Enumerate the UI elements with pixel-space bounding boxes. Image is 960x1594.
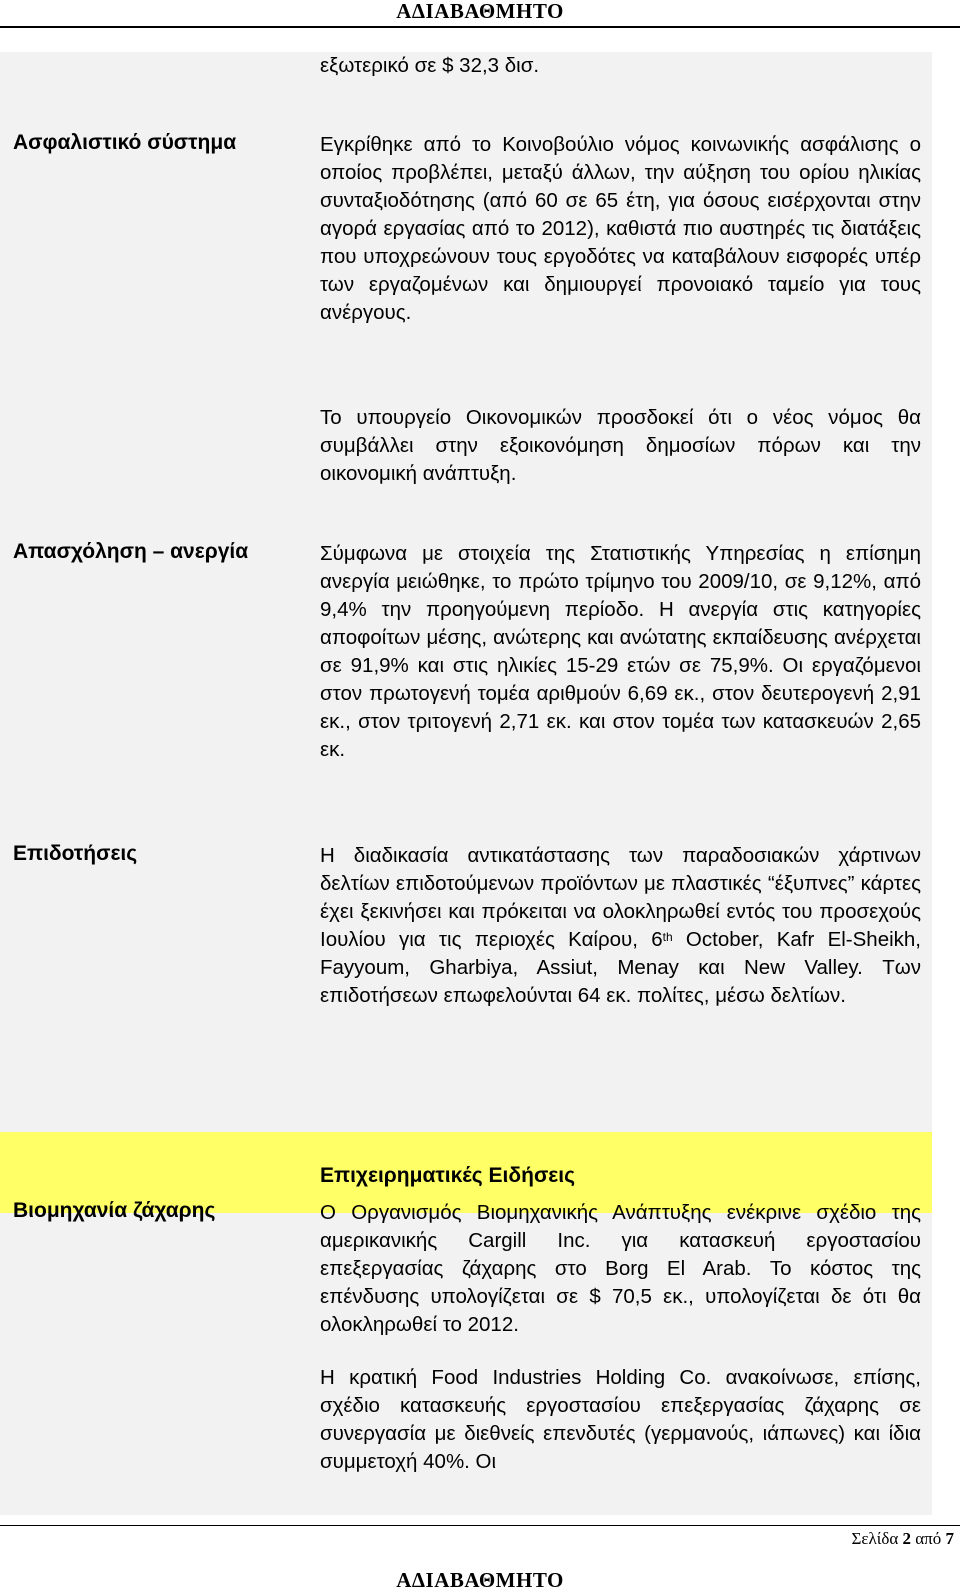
page-prefix: Σελίδα (851, 1529, 899, 1548)
subsidies-text-end: October, Kafr El-Sheikh, Fayyoum, Gharbiya, Assiut, Menay και New Valley. Των επιδοτήσεων επωφελούνται 64 εκ. πολίτες, μέσω δελτίων. (320, 928, 922, 1007)
intro-text: εξωτερικό σε $ 32,3 δισ. (320, 54, 540, 77)
employment-paragraph: Σύμφωνα με στοιχεία της Στατιστικής Υπηρεσίας η επίσημη ανεργία μειώθηκε, το πρώτο τρίμηνο του 2009/10, σε 9,12%, από 9,4% την προηγούμενη περίοδο. Η ανεργία στις κατηγορίες αποφοίτων μέσης, ανώτερης και ανώτατης εκπαίδευσης ανέρχεται σε 91,9% και στις ηλικίες 15-29 ετών σε 75,9%. Οι εργαζόμενοι στον πρωτογενή τομέα αριθμούν 6,69 εκ., στον δευτερογενή 2,91 εκ., στον τριτογενή 2,71 εκ. και στον τομέα των κατασκευών 2,65 εκ. (320, 542, 921, 761)
insurance-paragraph-2: Το υπουργείο Οικονομικών προσδοκεί ότι ο νέος νόμος θα συμβάλλει στην εξοικονόμηση δημοσίων πόρων και την οικονομική ανάπτυξη. (320, 406, 921, 485)
subsidies-text-start: Η διαδικασία αντικατάστασης των παραδοσιακών χάρτινων δελτίων επιδοτούμενων προϊόντων με πλαστικές “έξυπνες” κάρτες έχει ξεκινήσει και πρόκειται να ολοκληρωθεί εντός του προσεχούς Ιουλίου για τις περιοχές Καίρου, 6 (320, 844, 921, 951)
page-total: 7 (945, 1529, 954, 1548)
classification-footer: ΑΔΙΑΒΑΘΜΗΤΟ (396, 1568, 564, 1592)
subsidies-paragraph (320, 842, 921, 1010)
page-current: 2 (902, 1529, 911, 1548)
sugar-paragraph-2: Η κρατική Food Industries Holding Co. ανακοίνωσε, επίσης, σχέδιο κατασκευής εργοστασίου επεξεργασίας ζάχαρης σε συνεργασία με διεθνείς επενδυτές (γερμανούς, ιάπωνες) και ίδια συμμετοχή 40%. Οι (320, 1366, 921, 1473)
section-label-insurance: Ασφαλιστικό σύστημα (13, 131, 237, 154)
footer-rule (0, 1525, 960, 1526)
business-news-heading: Επιχειρηματικές Ειδήσεις (320, 1164, 576, 1187)
header-rule (0, 26, 960, 28)
page-number (851, 1529, 954, 1549)
classification-header: ΑΔΙΑΒΑΘΜΗΤΟ (396, 0, 564, 23)
section-label-sugar: Βιομηχανία ζάχαρης (13, 1199, 216, 1222)
section-label-employment: Απασχόληση – ανεργία (13, 540, 249, 563)
page-of: από (915, 1529, 942, 1548)
section-label-subsidies: Επιδοτήσεις (13, 842, 138, 865)
insurance-paragraph-1: Εγκρίθηκε από το Κοινοβούλιο νόμος κοινωνικής ασφάλισης ο οποίος προβλέπει, μεταξύ άλλων, την αύξηση του ορίου ηλικίας συνταξιοδότησης (από 60 σε 65 έτη, για όσους εισέρχονται στην αγορά εργασίας από το 2012), καθιστά πιο αυστηρές τις διατάξεις που υποχρεώνουν τους εργοδότες να καταβάλουν εισφορές υπέρ των εργαζομένων και δημιουργεί προνοιακό ταμείο για τους ανέργους. (320, 133, 921, 324)
superscript-th: th (662, 930, 673, 944)
sugar-paragraph-1: Ο Οργανισμός Βιομηχανικής Ανάπτυξης ενέκρινε σχέδιο της αμερικανικής Cargill Inc. για κατασκευή εργοστασίου επεξεργασίας ζάχαρης στο Borg El Arab. Το κόστος της επένδυσης υπολογίζεται σε $ 70,5 εκ., υπολογίζεται δε ότι θα ολοκληρωθεί το 2012. (320, 1201, 921, 1336)
